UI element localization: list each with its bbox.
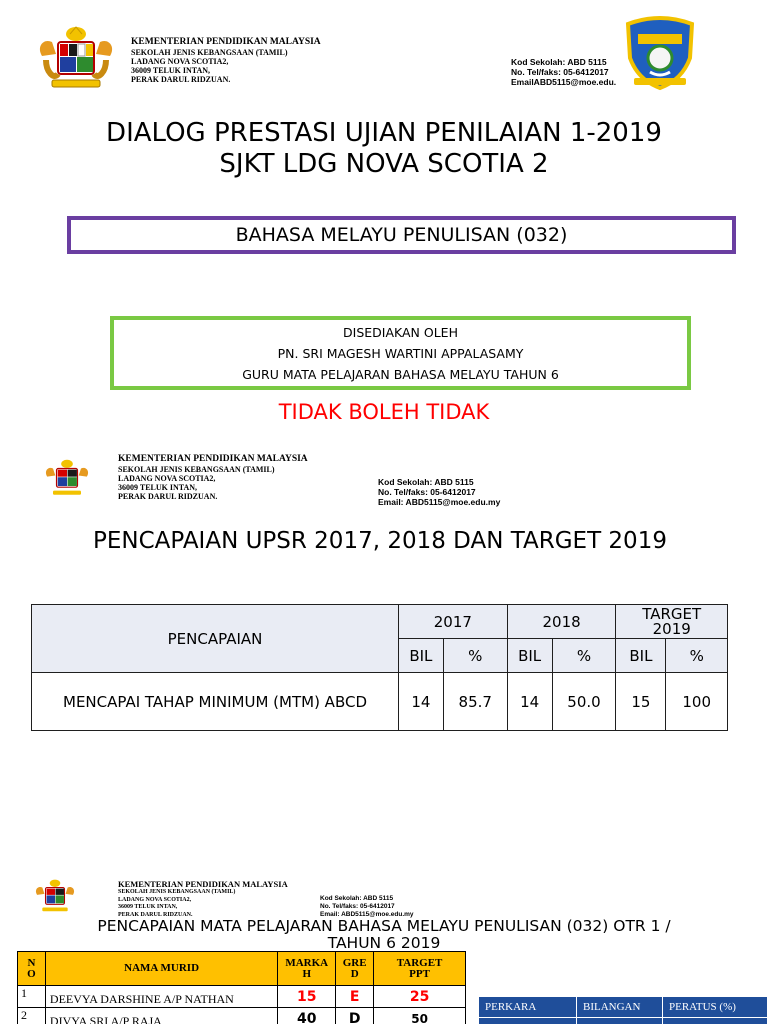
row-target: 25 <box>374 986 466 1008</box>
school-shield-logo <box>620 12 700 92</box>
teacher-name: PN. SRI MAGESH WARTINI APPALASAMY <box>277 346 524 361</box>
row-grade: E <box>336 986 374 1008</box>
bil-2018: 14 <box>507 673 552 731</box>
year-2017: 2017 <box>399 605 508 639</box>
upsr-table <box>31 604 728 731</box>
crest-logo-small <box>38 458 96 500</box>
otr-heading <box>0 918 768 952</box>
address-line-1-3: LADANG NOVA SCOTIA2, <box>118 896 192 903</box>
email: EmailABD5115@moe.edu. <box>511 77 617 87</box>
summary-table <box>478 996 768 1024</box>
ministry-header-3 <box>118 879 288 919</box>
page-title <box>0 118 768 180</box>
pct-2019: 100 <box>666 673 728 731</box>
address-line-3: PERAK DARUL RIDZUAN. <box>131 75 231 84</box>
address-line-1-2: LADANG NOVA SCOTIA2, <box>118 474 216 483</box>
sub-pct-2019: % <box>666 639 728 673</box>
summary-perkara: PERKARA <box>479 997 577 1018</box>
ministry-name-3: KEMENTERIAN PENDIDIKAN MALAYSIA <box>118 879 288 889</box>
email-3: Email: ABD5115@moe.edu.my <box>320 911 414 918</box>
contact-info-2 <box>378 477 500 507</box>
address-line-3-2: PERAK DARUL RIDZUAN. <box>118 492 218 501</box>
summary-peratus: PERATUS (%) <box>663 997 768 1018</box>
title-line-2: SJKT LDG NOVA SCOTIA 2 <box>219 149 549 179</box>
sub-bil-2018: BIL <box>507 639 552 673</box>
bil-2017: 14 <box>399 673 444 731</box>
row-mark: 40 <box>278 1008 336 1024</box>
sub-pct-2018: % <box>552 639 616 673</box>
row-name: DIVYA SRI A/P RAJA <box>45 1008 277 1024</box>
address-line-2-2: 36009 TELUK INTAN, <box>118 483 198 492</box>
contact-info <box>511 57 616 87</box>
ministry-name-2: KEMENTERIAN PENDIDIKAN MALAYSIA <box>118 454 308 464</box>
teacher-role: GURU MATA PELAJARAN BAHASA MELAYU TAHUN 6 <box>242 367 559 382</box>
student-table <box>17 951 466 1024</box>
pencapaian-header: PENCAPAIAN <box>32 605 399 673</box>
school-code-3: Kod Sekolah: ABD 5115 <box>320 895 394 902</box>
subject-banner <box>67 216 736 254</box>
row-target: 50 <box>374 1008 466 1024</box>
row-grade: D <box>336 1008 374 1024</box>
prepared-by-heading: DISEDIAKAN OLEH <box>343 325 458 340</box>
prepared-by-box <box>110 316 691 390</box>
school-code-2: Kod Sekolah: ABD 5115 <box>378 477 474 487</box>
table-row <box>18 986 466 1008</box>
row-name: DEEVYA DARSHINE A/P NATHAN <box>45 986 277 1008</box>
school-name: SEKOLAH JENIS KEBANGSAAN (TAMIL) <box>131 48 288 57</box>
title-line-1: DIALOG PRESTASI UJIAN PENILAIAN 1-2019 <box>106 118 662 148</box>
address-line-2-3: 36009 TELUK INTAN, <box>118 904 178 910</box>
row-no: 1 <box>18 986 46 1008</box>
mtm-label: MENCAPAI TAHAP MINIMUM (MTM) ABCD <box>32 673 399 731</box>
upsr-heading: PENCAPAIAN UPSR 2017, 2018 DAN TARGET 2019 <box>93 528 667 554</box>
otr-heading-line-2: TAHUN 6 2019 <box>327 934 441 952</box>
pct-2018: 50.0 <box>552 673 616 731</box>
bil-2019: 15 <box>616 673 666 731</box>
sub-bil-2017: BIL <box>399 639 444 673</box>
row-mark: 15 <box>278 986 336 1008</box>
sub-bil-2019: BIL <box>616 639 666 673</box>
year-target-2019: TARGET 2019 <box>616 605 728 639</box>
phone-3: No. Tel/faks: 05-6412017 <box>320 903 395 910</box>
school-name-2: SEKOLAH JENIS KEBANGSAAN (TAMIL) <box>118 465 275 474</box>
col-target: TARGET PPT <box>374 952 466 986</box>
school-name-3: SEKOLAH JENIS KEBANGSAAN (TAMIL) <box>118 889 236 895</box>
crest-logo <box>32 24 120 96</box>
crest-logo-small-2 <box>30 878 80 916</box>
sub-pct-2017: % <box>443 639 507 673</box>
col-name: NAMA MURID <box>45 952 277 986</box>
summary-bilangan: BILANGAN <box>577 997 663 1018</box>
otr-heading-line-1: PENCAPAIAN MATA PELAJARAN BAHASA MELAYU PENULISAN (032) OTR 1 / <box>97 917 671 935</box>
row-no: 2 <box>18 1008 46 1024</box>
col-no: N O <box>18 952 46 986</box>
phone: No. Tel/faks: 05-6412017 <box>511 67 609 77</box>
address-line-3-3: PERAK DARUL RIDZUAN. <box>118 911 193 918</box>
slogan: TIDAK BOLEH TIDAK <box>278 400 490 424</box>
pct-2017: 85.7 <box>443 673 507 731</box>
address-line-2: 36009 TELUK INTAN, <box>131 66 211 75</box>
ministry-name: KEMENTERIAN PENDIDIKAN MALAYSIA <box>131 37 321 47</box>
subject-label: BAHASA MELAYU PENULISAN (032) <box>235 224 568 246</box>
ministry-header <box>131 37 321 84</box>
address-line-1: LADANG NOVA SCOTIA2, <box>131 57 229 66</box>
ministry-header-2 <box>118 454 308 501</box>
col-grade: GRE D <box>336 952 374 986</box>
contact-info-3 <box>320 895 414 919</box>
year-2018: 2018 <box>507 605 616 639</box>
phone-2: No. Tel/faks: 05-6412017 <box>378 487 476 497</box>
table-row <box>18 1008 466 1024</box>
school-code: Kod Sekolah: ABD 5115 <box>511 57 607 67</box>
email-2: Email: ABD5115@moe.edu.my <box>378 497 501 507</box>
col-mark: MARKA H <box>278 952 336 986</box>
